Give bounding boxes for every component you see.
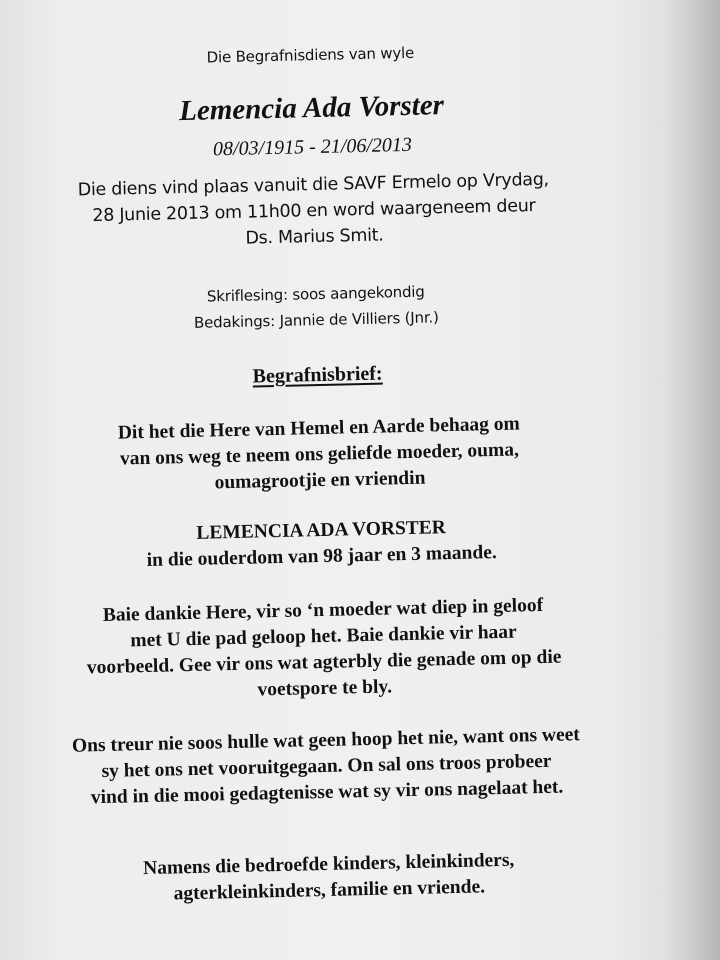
page-shadow-edge — [664, 0, 720, 960]
letter-para3-line3: vind in die mooi gedagtenisse wat sy vir ons nagelaat het. — [90, 776, 564, 809]
deceased-name: Lemencia Ada Vorster — [178, 89, 445, 128]
acknowledgements: Bedakings: Jannie de Villiers (Jnr.) — [193, 308, 439, 332]
letter-para2-line2: met U die pad geloop het. Baie dankie vir haar — [130, 621, 517, 652]
service-line-1: Die diens vind plaas vanuit die SAVF Ermelo op Vrydag, — [77, 169, 550, 201]
letter-para2-line4: voetspore te bly. — [257, 676, 393, 701]
life-dates: 08/03/1915 - 21/06/2013 — [212, 133, 413, 161]
letter-para2-line1: Baie dankie Here, vir so ‘n moeder wat diep in geloof — [102, 594, 544, 626]
deceased-name-caps: LEMENCIA ADA VORSTER — [196, 517, 447, 544]
letter-para1-line1: Dit het die Here van Hemel en Aarde behaag om — [117, 413, 521, 444]
deceased-age: in die ouderdom van 98 jaar en 3 maande. — [146, 542, 497, 571]
signoff-line2: agterkleinkinders, familie en vriende. — [173, 876, 486, 905]
letter-para3-line1: Ons treur nie soos hulle wat geen hoop het nie, want ons weet — [71, 724, 581, 757]
service-line-3: Ds. Marius Smit. — [245, 225, 384, 249]
scripture-reading: Skriflesing: soos aangekondig — [206, 282, 425, 306]
letter-heading: Begrafnisbrief: — [252, 362, 383, 388]
signoff-line1: Namens die bedroefde kinders, kleinkinders, — [142, 849, 515, 880]
service-line-2: 28 Junie 2013 om 11h00 en word waargeneem deur — [92, 196, 536, 227]
intro-line: Die Begrafnisdiens van wyle — [206, 43, 415, 67]
letter-para3-line2: sy het ons net vooruitgegaan. On sal ons troos probeer — [101, 750, 552, 783]
letter-para1-line2: van ons weg te neem ons geliefde moeder, ouma, — [119, 439, 520, 470]
funeral-program — [9, 0, 631, 960]
letter-para2-line3: voorbeeld. Gee vir ons wat agterbly die genade om op die — [86, 646, 562, 679]
letter-para1-line3: oumagrootjie en vriendin — [214, 467, 426, 494]
